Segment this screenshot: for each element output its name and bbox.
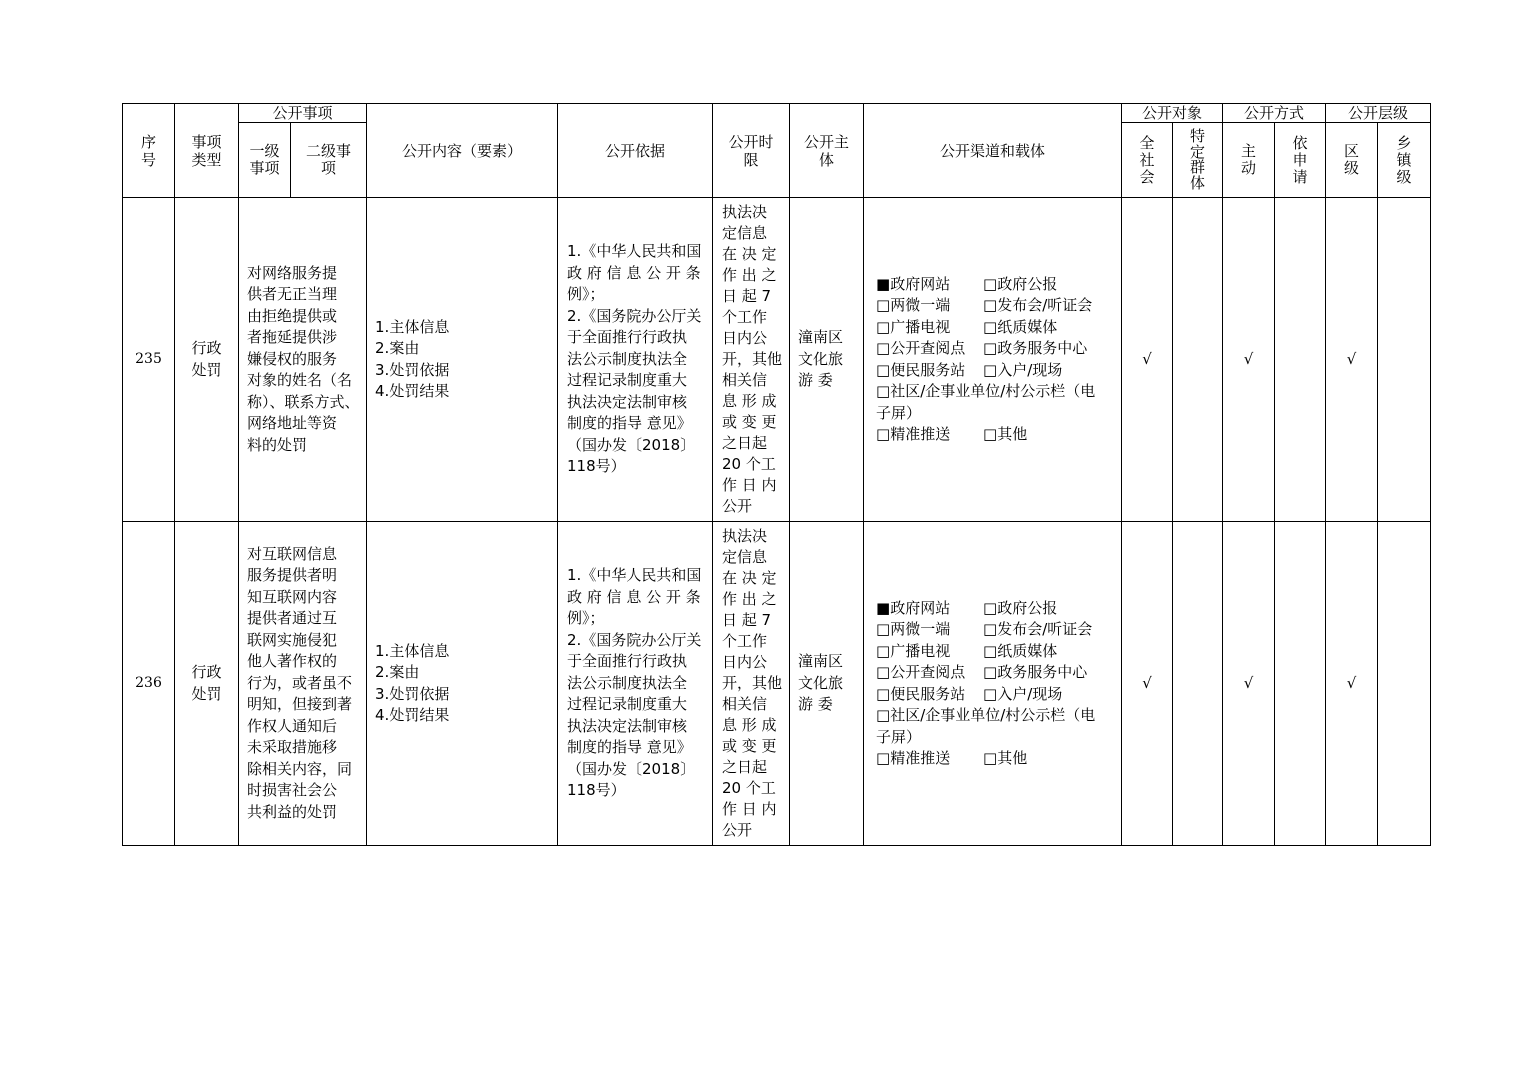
content-line: 4.处罚结果: [375, 706, 450, 724]
row-basis: 1.《中华人民共和国 政 府 信 息 公 开 条 例》； 2.《国务院办公厅关 于全面推行行政执 法公示制度执法全 过程记录制度重大 执法决定法制审核 制度的指导 意见》 （国办发〔2018〕 118号）: [558, 198, 713, 522]
channel-option: □政府公报: [983, 598, 1058, 617]
row-type: 行政 处罚: [175, 522, 239, 846]
channel-option: □政务服务中心: [983, 663, 1088, 681]
row-level-district: √: [1326, 198, 1378, 522]
channel-option: □纸质媒体: [983, 317, 1058, 336]
content-line: 1.主体信息: [375, 317, 450, 336]
header-method: 公开方式: [1223, 104, 1326, 123]
content-line: 3.处罚依据: [375, 360, 450, 379]
header-level-district: 区 级: [1326, 123, 1378, 198]
channel-option: □便民服务站: [876, 360, 966, 379]
channel-option: ■政府网站: [876, 274, 951, 293]
channel-option: ■政府网站: [876, 598, 951, 617]
channel-option: □两微一端: [876, 296, 951, 314]
header-level2: 二级事 项: [291, 123, 367, 198]
header-level: 公开层级: [1326, 104, 1431, 123]
channel-option: □社区/企事业单位/村公示栏（电 子屏）: [876, 706, 1096, 746]
content-line: 2.案由: [375, 339, 420, 357]
channel-option: □政府公报: [983, 274, 1058, 293]
row-method-request: [1275, 198, 1326, 522]
header-public-item: 公开事项: [239, 104, 367, 123]
channel-option: □广播电视: [876, 641, 951, 660]
row-subject: 潼南区 文化旅 游 委: [790, 198, 864, 522]
row-subject: 潼南区 文化旅 游 委: [790, 522, 864, 846]
row-item: 对互联网信息 服务提供者明 知互联网内容 提供者通过互 联网实施侵犯 他人著作权的 行为，或者虽不 明知，但接到著 作权人通知后 未采取措施移 除相关内容，同 时损害社会公 共利益的处罚: [239, 522, 367, 846]
row-audience-specific: [1173, 522, 1223, 846]
channel-option: □广播电视: [876, 317, 951, 336]
channel-option: □政务服务中心: [983, 339, 1088, 357]
channel-option: □公开查阅点: [876, 663, 966, 681]
row-basis: 1.《中华人民共和国 政 府 信 息 公 开 条 例》； 2.《国务院办公厅关 于全面推行行政执 法公示制度执法全 过程记录制度重大 执法决定法制审核 制度的指导 意见》 （国办发〔2018〕 118号）: [558, 522, 713, 846]
channel-option: □精准推送: [876, 425, 951, 443]
row-deadline: 执法决 定信息 在 决 定 作 出 之 日 起 7 个工作 日内公 开，其他 相关信 息 形 成 或 变 更 之日起 20 个工 作 日 内 公开: [713, 198, 790, 522]
header-basis: 公开依据: [558, 104, 713, 198]
channel-option: □公开查阅点: [876, 339, 966, 357]
header-audience-specific: 特 定 群 体: [1173, 123, 1223, 198]
row-item: 对网络服务提 供者无正当理 由拒绝提供或 者拖延提供涉 嫌侵权的服务 对象的姓名（名 称）、联系方式、 网络地址等资 料的处罚: [239, 198, 367, 522]
row-level-town: [1378, 198, 1431, 522]
table-row: [123, 198, 1431, 522]
row-audience-specific: [1173, 198, 1223, 522]
header-channels: 公开渠道和载体: [864, 104, 1122, 198]
content-line: 3.处罚依据: [375, 684, 450, 703]
header-deadline: 公开时 限: [713, 104, 790, 198]
row-deadline: 执法决 定信息 在 决 定 作 出 之 日 起 7 个工作 日内公 开，其他 相关信 息 形 成 或 变 更 之日起 20 个工 作 日 内 公开: [713, 522, 790, 846]
header-level-town: 乡 镇 级: [1378, 123, 1431, 198]
row-seq: 236: [123, 522, 175, 846]
header-content: 公开内容（要素）: [367, 104, 558, 198]
channel-option: □社区/企事业单位/村公示栏（电 子屏）: [876, 382, 1096, 422]
row-audience-all: √: [1122, 198, 1173, 522]
channel-option: □其他: [983, 425, 1028, 443]
content-line: 2.案由: [375, 663, 420, 681]
content-line: 1.主体信息: [375, 641, 450, 660]
row-level-district: √: [1326, 522, 1378, 846]
row-method-active: √: [1223, 522, 1275, 846]
row-level-town: [1378, 522, 1431, 846]
header-method-request: 依 申 请: [1275, 123, 1326, 198]
row-type: 行政 处罚: [175, 198, 239, 522]
channel-option: □发布会/听证会: [983, 296, 1093, 314]
channel-option: □精准推送: [876, 749, 951, 767]
row-channels: [864, 522, 1122, 846]
row-channels: [864, 198, 1122, 522]
header-seq: 序 号: [123, 104, 175, 198]
header-audience: 公开对象: [1122, 104, 1223, 123]
header-level1: 一级 事项: [239, 123, 291, 198]
channel-option: □便民服务站: [876, 684, 966, 703]
channel-option: □纸质媒体: [983, 641, 1058, 660]
row-seq: 235: [123, 198, 175, 522]
content-line: 4.处罚结果: [375, 382, 450, 400]
channel-option: □入户/现场: [983, 360, 1063, 379]
row-method-request: [1275, 522, 1326, 846]
channel-option: □两微一端: [876, 620, 951, 638]
header-subject: 公开主 体: [790, 104, 864, 198]
row-content: [367, 522, 558, 846]
channel-option: □入户/现场: [983, 684, 1063, 703]
header-item-type: 事项 类型: [175, 104, 239, 198]
channel-option: □其他: [983, 749, 1028, 767]
header-method-active: 主 动: [1223, 123, 1275, 198]
disclosure-table: [122, 103, 1431, 846]
header-audience-all: 全 社 会: [1122, 123, 1173, 198]
table-row: [123, 522, 1431, 846]
row-content: [367, 198, 558, 522]
row-method-active: √: [1223, 198, 1275, 522]
row-audience-all: √: [1122, 522, 1173, 846]
channel-option: □发布会/听证会: [983, 620, 1093, 638]
